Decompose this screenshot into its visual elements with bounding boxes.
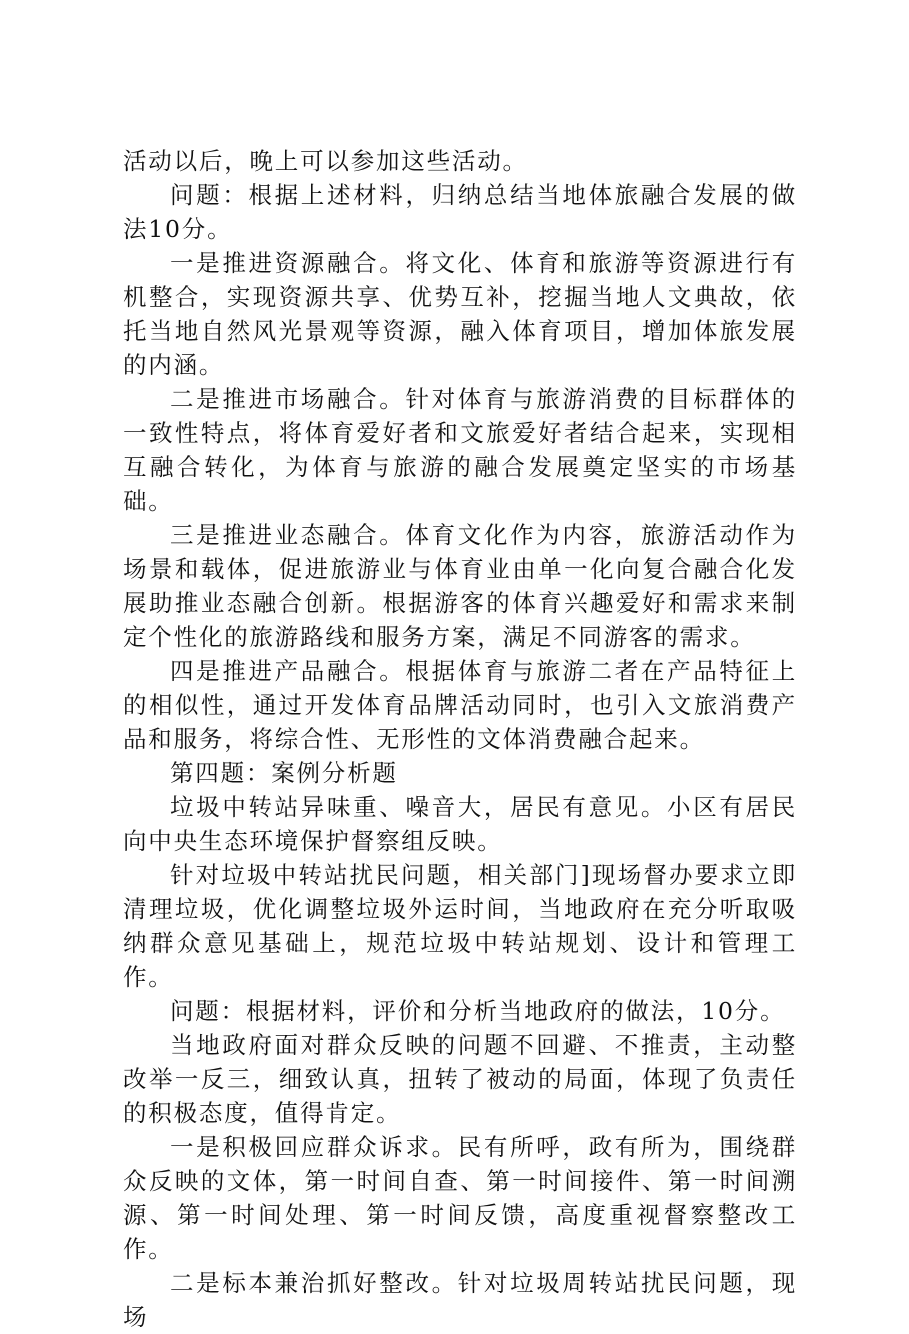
evaluation-paragraph: 当地政府面对群众反映的问题不回避、不推责，主动整改举一反三，细致认真，扭转了被动的局面，体现了负责任的积极态度，值得肯定。 — [123, 1031, 797, 1127]
paragraph-continuation: 活动以后，晚上可以参加这些活动。 — [123, 147, 528, 175]
section-heading: 第四题：案例分析题 — [170, 759, 398, 787]
question-paragraph: 问题：根据上述材料，归纳总结当地体旅融合发展的做法10分。 — [123, 181, 797, 243]
answer-point-4: 四是推进产品融合。根据体育与旅游二者在产品特征上的相似性，通过开发体育品牌活动同时，也引入文旅消费产品和服务，将综合性、无形性的文体消费融合起来。 — [123, 657, 797, 753]
case-paragraph-2: 针对垃圾中转站扰民问题，相关部门]现场督办要求立即清理垃圾，优化调整垃圾外运时间，当地政府在充分听取吸纳群众意见基础上，规范垃圾中转站规划、设计和管理工作。 — [123, 861, 797, 991]
document-page — [123, 144, 797, 1334]
analysis-point-1: 一是积极回应群众诉求。民有所呼，政有所为，围绕群众反映的文体，第一时间自查、第一时间接件、第一时间溯源、第一时间处理、第一时间反馈，高度重视督察整改工作。 — [123, 1133, 797, 1263]
case-paragraph-1: 垃圾中转站异味重、噪音大，居民有意见。小区有居民向中央生态环境保护督察组反映。 — [123, 793, 797, 855]
question-paragraph-2: 问题：根据材料，评价和分析当地政府的做法，10分。 — [170, 997, 786, 1025]
answer-point-2: 二是推进市场融合。针对体育与旅游消费的目标群体的一致性特点，将体育爱好者和文旅爱好者结合起来，实现相互融合转化，为体育与旅游的融合发展奠定坚实的市场基础。 — [123, 385, 797, 515]
answer-point-1: 一是推进资源融合。将文化、体育和旅游等资源进行有机整合，实现资源共享、优势互补，挖掘当地人文典故，依托当地自然风光景观等资源，融入体育项目，增加体旅发展的内涵。 — [123, 249, 797, 379]
answer-point-3: 三是推进业态融合。体育文化作为内容，旅游活动作为场景和载体，促进旅游业与体育业由单一化向复合融合化发展助推业态融合创新。根据游客的体育兴趣爱好和需求来制定个性化的旅游路线和服务方案，满足不同游客的需求。 — [123, 521, 797, 651]
analysis-point-2: 二是标本兼治抓好整改。针对垃圾周转站扰民问题，现场 — [123, 1269, 797, 1331]
